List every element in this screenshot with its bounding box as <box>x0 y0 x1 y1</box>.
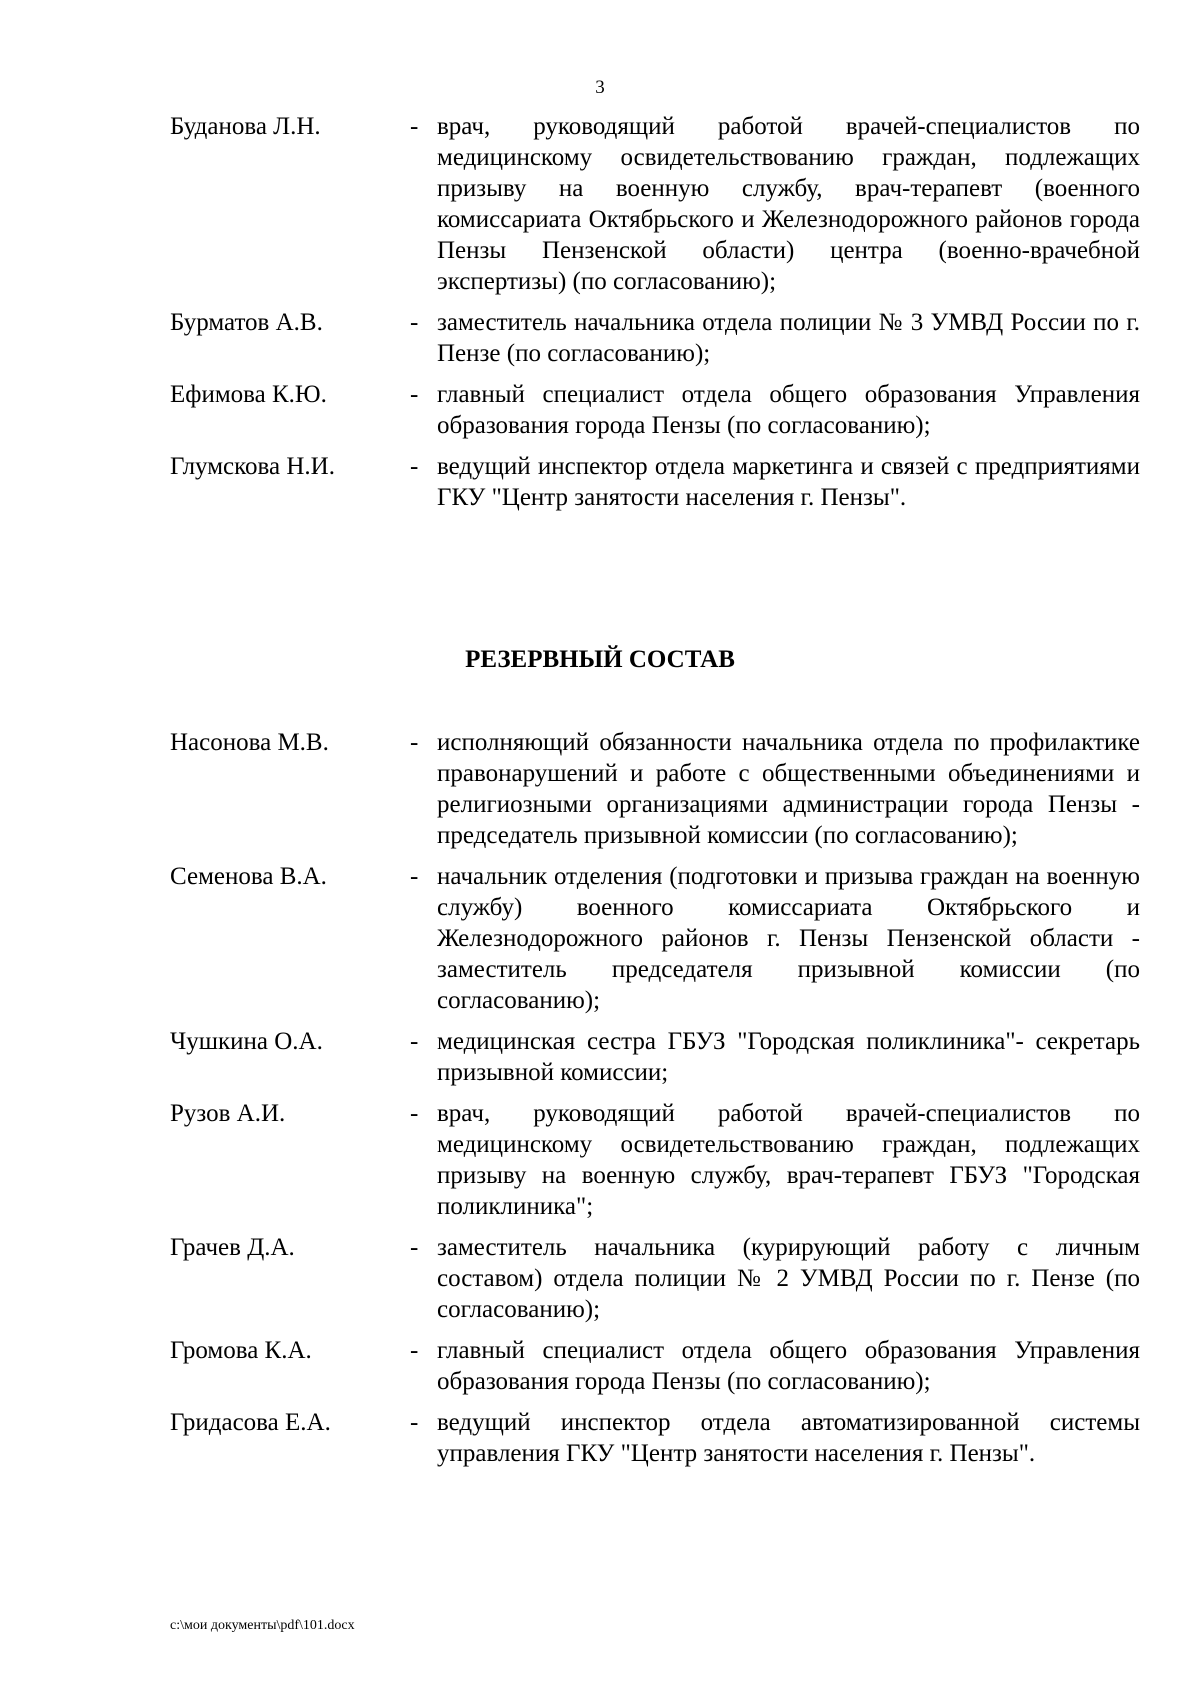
member-dash: - <box>410 1100 419 1127</box>
member-dash: - <box>410 863 419 890</box>
reserve-entry <box>170 1026 1140 1088</box>
reserve-entry <box>170 1335 1140 1397</box>
member-role: врач, руководящий работой врачей-специалистов по медицинскому освидетельствованию граждан, подлежащих призыву на военную службу, врач-терапевт (военного комиссариата Октябрьского и Железнодорожного районов города Пензы Пензенской области) центра (военно-врачебной экспертизы) (по согласованию); <box>437 113 1140 295</box>
reserve-entry <box>170 1098 1140 1222</box>
member-role: главный специалист отдела общего образования Управления образования города Пензы (по согласованию); <box>437 1337 1140 1395</box>
member-dash: - <box>410 1028 419 1055</box>
member-role: медицинская сестра ГБУЗ "Городская поликлиника"- секретарь призывной комиссии; <box>437 1028 1140 1086</box>
member-name: Рузов А.И. <box>170 1100 286 1127</box>
reserve-members-list <box>170 727 1140 1479</box>
member-dash: - <box>410 1337 419 1364</box>
member-role: заместитель начальника (курирующий работу с личным составом) отдела полиции № 2 УМВД России по г. Пензе (по согласованию); <box>437 1234 1140 1323</box>
member-name: Бурматов А.В. <box>170 309 323 336</box>
main-members-list <box>170 111 1140 523</box>
member-role: ведущий инспектор отдела автоматизированной системы управления ГКУ "Центр занятости населения г. Пензы". <box>437 1409 1140 1467</box>
member-entry <box>170 111 1140 297</box>
member-entry <box>170 379 1140 441</box>
member-role: главный специалист отдела общего образования Управления образования города Пензы (по согласованию); <box>437 381 1140 439</box>
member-dash: - <box>410 729 419 756</box>
member-name: Глумскова Н.И. <box>170 453 335 480</box>
member-role: врач, руководящий работой врачей-специалистов по медицинскому освидетельствованию граждан, подлежащих призыву на военную службу, врач-терапевт ГБУЗ "Городская поликлиника"; <box>437 1100 1140 1220</box>
member-name: Ефимова К.Ю. <box>170 381 327 408</box>
member-name: Чушкина О.А. <box>170 1028 323 1055</box>
reserve-entry <box>170 1232 1140 1325</box>
footer-file-path: c:\мои документы\pdf\101.docx <box>170 1618 355 1633</box>
member-role: заместитель начальника отдела полиции № 3 УМВД России по г. Пензе (по согласованию); <box>437 309 1140 367</box>
member-dash: - <box>410 1234 419 1261</box>
member-name: Насонова М.В. <box>170 729 329 756</box>
member-dash: - <box>410 381 419 408</box>
page-number: 3 <box>595 77 605 98</box>
member-dash: - <box>410 453 419 480</box>
member-name: Гридасова Е.А. <box>170 1409 331 1436</box>
member-dash: - <box>410 113 419 140</box>
reserve-entry <box>170 727 1140 851</box>
member-role: ведущий инспектор отдела маркетинга и связей с предприятиями ГКУ "Центр занятости населения г. Пензы". <box>437 453 1140 511</box>
reserve-entry <box>170 861 1140 1016</box>
reserve-heading: РЕЗЕРВНЫЙ СОСТАВ <box>465 646 735 673</box>
member-entry <box>170 307 1140 369</box>
member-dash: - <box>410 309 419 336</box>
reserve-entry <box>170 1407 1140 1469</box>
member-entry <box>170 451 1140 513</box>
member-role: исполняющий обязанности начальника отдела по профилактике правонарушений и работе с общественными объединениями и религиозными организациями администрации города Пензы - председатель призывной комиссии (по согласованию); <box>437 729 1140 849</box>
member-name: Буданова Л.Н. <box>170 113 321 140</box>
member-name: Семенова В.А. <box>170 863 327 890</box>
member-dash: - <box>410 1409 419 1436</box>
member-name: Громова К.А. <box>170 1337 312 1364</box>
member-role: начальник отделения (подготовки и призыва граждан на военную службу) военного комиссариата Октябрьского и Железнодорожного районов г. Пензы Пензенской области - заместитель председателя призывной комиссии (по согласованию); <box>437 863 1140 1014</box>
member-name: Грачев Д.А. <box>170 1234 295 1261</box>
